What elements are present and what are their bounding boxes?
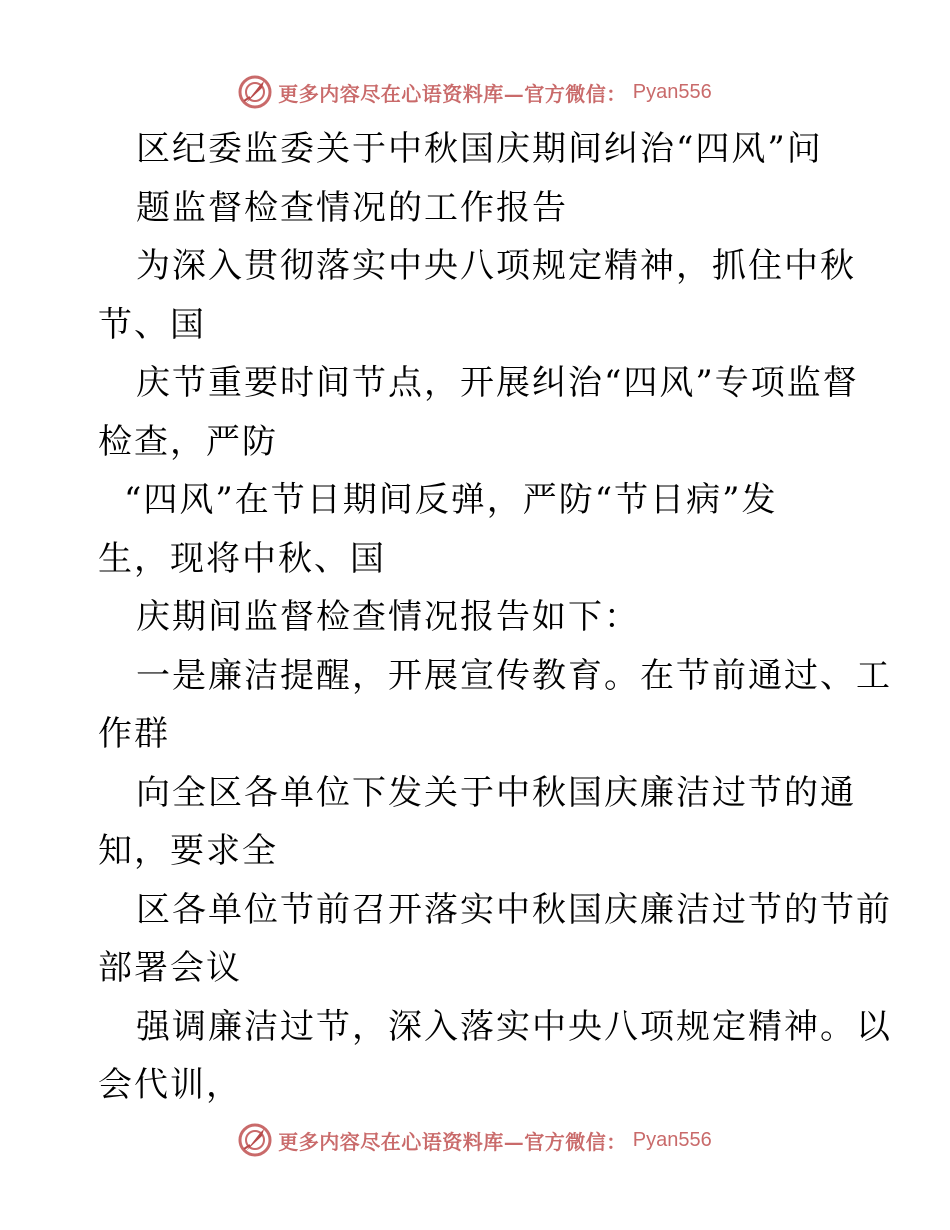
header-watermark <box>0 70 950 114</box>
footer-watermark <box>0 1118 950 1162</box>
title-line-2: 题监督检查情况的工作报告 <box>136 187 568 228</box>
watermark-wechat-id: Pyan556 <box>632 80 712 103</box>
paragraph-line: 会代训， <box>98 1065 242 1105</box>
paragraph-line: 强调廉洁过节，深入落实中央八项规定精神。以 <box>136 1006 892 1047</box>
paragraph-line: 节、国 <box>98 304 206 345</box>
paragraph-line: 检查，严防 <box>98 421 278 462</box>
paragraph-line: 作群 <box>98 714 170 754</box>
paragraph-line: 区各单位节前召开落实中秋国庆廉洁过节的节前 <box>136 889 892 930</box>
watermark-text: 更多内容尽在心语资料库—官方微信： <box>278 81 627 106</box>
paragraph-line: 向全区各单位下发关于中秋国庆廉洁过节的通 <box>136 772 856 813</box>
paragraph-line: “四风”在节日期间反弹，严防“节日病”发 <box>124 480 778 520</box>
paragraph-line: 庆期间监督检查情况报告如下： <box>136 597 640 637</box>
paragraph-line: 生，现将中秋、国 <box>98 538 386 579</box>
quill-logo-icon <box>238 1123 272 1157</box>
document-body <box>98 120 892 1115</box>
quill-logo-icon <box>238 75 272 109</box>
watermark-wechat-id: Pyan556 <box>632 1128 712 1151</box>
paragraph-line: 知，要求全 <box>98 831 278 871</box>
paragraph-line: 庆节重要时间节点，开展纠治“四风”专项监督 <box>136 363 859 403</box>
paragraph-line: 为深入贯彻落实中央八项规定精神，抓住中秋 <box>136 246 856 286</box>
watermark-text: 更多内容尽在心语资料库—官方微信： <box>278 1129 627 1154</box>
title-line-1: 区纪委监委关于中秋国庆期间纠治“四风”问 <box>136 129 823 169</box>
paragraph-line: 一是廉洁提醒，开展宣传教育。在节前通过、工 <box>136 655 892 696</box>
paragraph-line: 部署会议 <box>98 948 242 988</box>
